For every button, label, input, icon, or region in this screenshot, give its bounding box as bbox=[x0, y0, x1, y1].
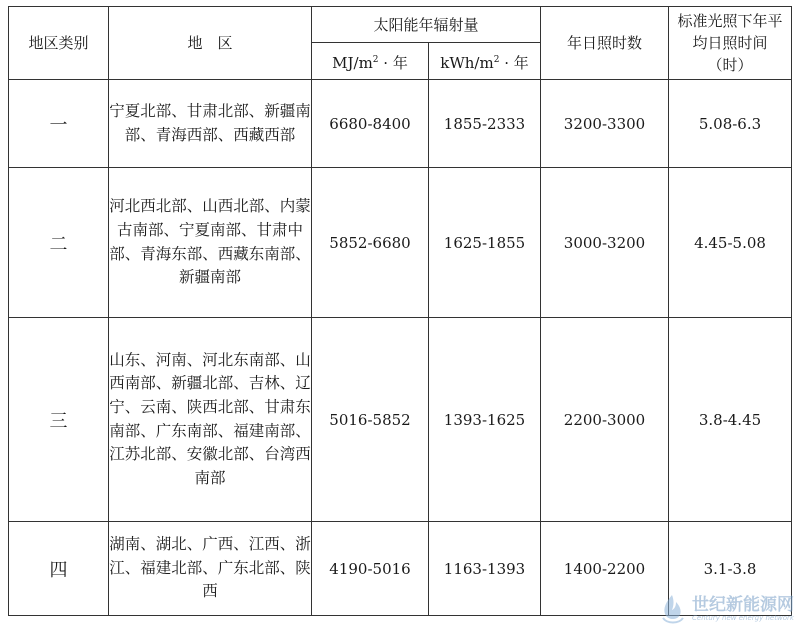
peak-cell: 3.8-4.45 bbox=[669, 318, 792, 522]
watermark bbox=[655, 592, 794, 626]
header-mj-unit: $MJ/m^2$ · 年 bbox=[312, 43, 429, 80]
header-region: 地 区 bbox=[109, 7, 312, 80]
regions-cell: 湖南、湖北、广西、江西、浙江、福建北部、广东北部、陕西 bbox=[109, 522, 312, 616]
table-row bbox=[9, 168, 792, 318]
category-cell: 二 bbox=[9, 168, 109, 318]
header-category: 地区类别 bbox=[9, 7, 109, 80]
solar-radiation-table bbox=[8, 6, 792, 616]
category-cell: 四 bbox=[9, 522, 109, 616]
watermark-cn: 世纪新能源网 bbox=[692, 595, 794, 615]
mj-cell: 5016-5852 bbox=[312, 318, 429, 522]
mj-cell: 6680-8400 bbox=[312, 80, 429, 168]
sunshine-cell: 3000-3200 bbox=[541, 168, 669, 318]
peak-cell: 5.08-6.3 bbox=[669, 80, 792, 168]
table-row bbox=[9, 318, 792, 522]
category-cell: 一 bbox=[9, 80, 109, 168]
regions-cell: 宁夏北部、甘肃北部、新疆南部、青海西部、西藏西部 bbox=[109, 80, 312, 168]
peak-cell: 3.1-3.8 bbox=[669, 522, 792, 616]
watermark-en: Century new energy network bbox=[692, 614, 794, 622]
sunshine-cell: 1400-2200 bbox=[541, 522, 669, 616]
peak-cell: 4.45-5.08 bbox=[669, 168, 792, 318]
mj-cell: 5852-6680 bbox=[312, 168, 429, 318]
sunshine-cell: 3200-3300 bbox=[541, 80, 669, 168]
regions-cell: 山东、河南、河北东南部、山西南部、新疆北部、吉林、辽宁、云南、陕西北部、甘肃东南部、广东南部、福建南部、江苏北部、安徽北部、台湾西南部 bbox=[109, 318, 312, 522]
category-cell: 三 bbox=[9, 318, 109, 522]
header-peak-hours: 标准光照下年平均日照时间（时） bbox=[669, 7, 792, 80]
mj-cell: 4190-5016 bbox=[312, 522, 429, 616]
kwh-cell: 1855-2333 bbox=[429, 80, 541, 168]
regions-cell: 河北西北部、山西北部、内蒙古南部、宁夏南部、甘肃中部、青海东部、西藏东南部、新疆南部 bbox=[109, 168, 312, 318]
header-radiation: 太阳能年辐射量 bbox=[312, 7, 541, 43]
header-sunshine-hours: 年日照时数 bbox=[541, 7, 669, 80]
kwh-cell: 1163-1393 bbox=[429, 522, 541, 616]
header-kwh-unit: kWh/$m^2$ · 年 bbox=[429, 43, 541, 80]
sunshine-cell: 2200-3000 bbox=[541, 318, 669, 522]
table-row bbox=[9, 80, 792, 168]
flame-logo-icon bbox=[655, 592, 689, 626]
kwh-cell: 1393-1625 bbox=[429, 318, 541, 522]
kwh-cell: 1625-1855 bbox=[429, 168, 541, 318]
